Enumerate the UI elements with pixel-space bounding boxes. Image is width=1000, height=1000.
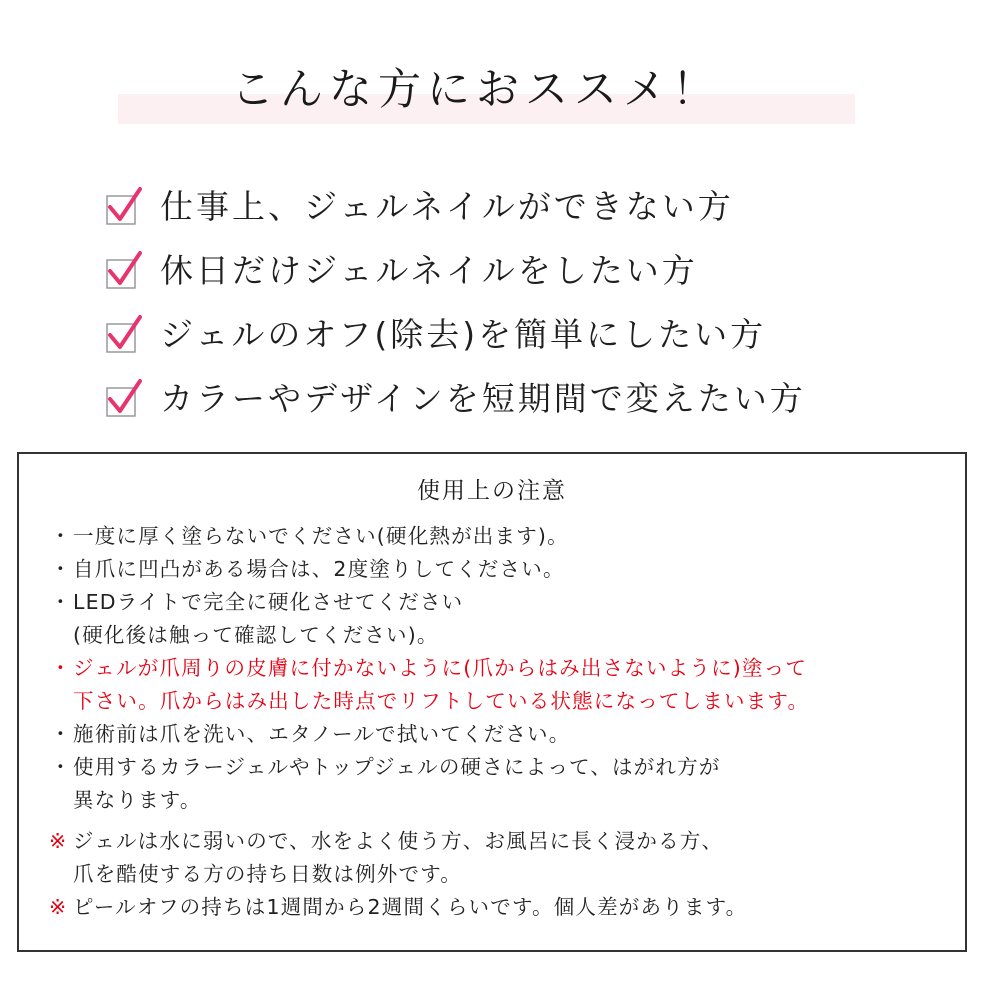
bullet-mark: ・ xyxy=(50,557,72,581)
notice-item-text: LEDライトで完全に硬化させてください xyxy=(73,590,464,614)
usage-notice-box xyxy=(17,452,967,952)
checkbox-checked-icon xyxy=(106,309,146,355)
notice-item xyxy=(49,520,949,553)
bullet-mark: ・ xyxy=(50,590,72,614)
notice-item-text: 使用するカラージェルやトップジェルの硬さによって、はがれ方が xyxy=(73,755,721,779)
notice-remark-text: ジェルは水に弱いので、水をよく使う方、お風呂に長く浸かる方、 xyxy=(73,829,724,853)
notice-item-warning xyxy=(49,652,949,718)
bullet-mark: ・ xyxy=(50,755,72,779)
notice-item xyxy=(49,751,949,817)
notice-title: 使用上の注意 xyxy=(417,478,567,504)
notice-remark-text: ピールオフの持ちは1週間から2週間くらいです。個人差があります。 xyxy=(73,895,748,919)
notice-item-text-cont: 異なります。 xyxy=(73,788,202,812)
notice-list xyxy=(49,520,949,924)
checkbox-checked-icon xyxy=(106,373,146,419)
checkbox-checked-icon xyxy=(106,245,146,291)
notice-remark-text-cont: 爪を酷使する方の持ち日数は例外です。 xyxy=(73,862,462,886)
checklist-item-label: 仕事上、ジェルネイルができない方 xyxy=(160,186,734,226)
checklist-item xyxy=(106,236,806,300)
checklist-item-label: ジェルのオフ(除去)を簡単にしたい方 xyxy=(160,314,767,354)
notice-item-text-cont: (硬化後は触って確認してください)。 xyxy=(73,623,439,647)
checklist-item xyxy=(106,172,806,236)
notice-item-text: 施術前は爪を洗い、エタノールで拭いてください。 xyxy=(73,722,571,746)
asterisk-mark: ※ xyxy=(49,829,68,853)
notice-item-text: 自爪に凹凸がある場合は、2度塗りしてください。 xyxy=(73,557,565,581)
notice-item-text-cont: 下さい。爪からはみ出した時点でリフトしている状態になってしまいます。 xyxy=(73,689,810,713)
bullet-mark: ・ xyxy=(50,524,72,548)
bullet-mark: ・ xyxy=(50,722,72,746)
checklist-item-label: 休日だけジェルネイルをしたい方 xyxy=(160,250,698,290)
checklist-item xyxy=(106,364,806,428)
page-title: こんな方におススメ！ xyxy=(231,65,721,115)
notice-item-text: ジェルが爪周りの皮膚に付かないように(爪からはみ出さないように)塗って xyxy=(73,656,808,680)
checkbox-checked-icon xyxy=(106,181,146,227)
asterisk-mark: ※ xyxy=(49,895,68,919)
notice-remark xyxy=(49,891,949,924)
notice-item xyxy=(49,553,949,586)
notice-item-text: 一度に厚く塗らないでください(硬化熱が出ます)。 xyxy=(73,524,569,548)
checklist-item xyxy=(106,300,806,364)
bullet-mark: ・ xyxy=(50,656,72,680)
recommendation-checklist xyxy=(106,172,806,428)
notice-item xyxy=(49,718,949,751)
notice-remark xyxy=(49,825,949,891)
checklist-item-label: カラーやデザインを短期間で変えたい方 xyxy=(160,378,806,418)
notice-item xyxy=(49,586,949,652)
